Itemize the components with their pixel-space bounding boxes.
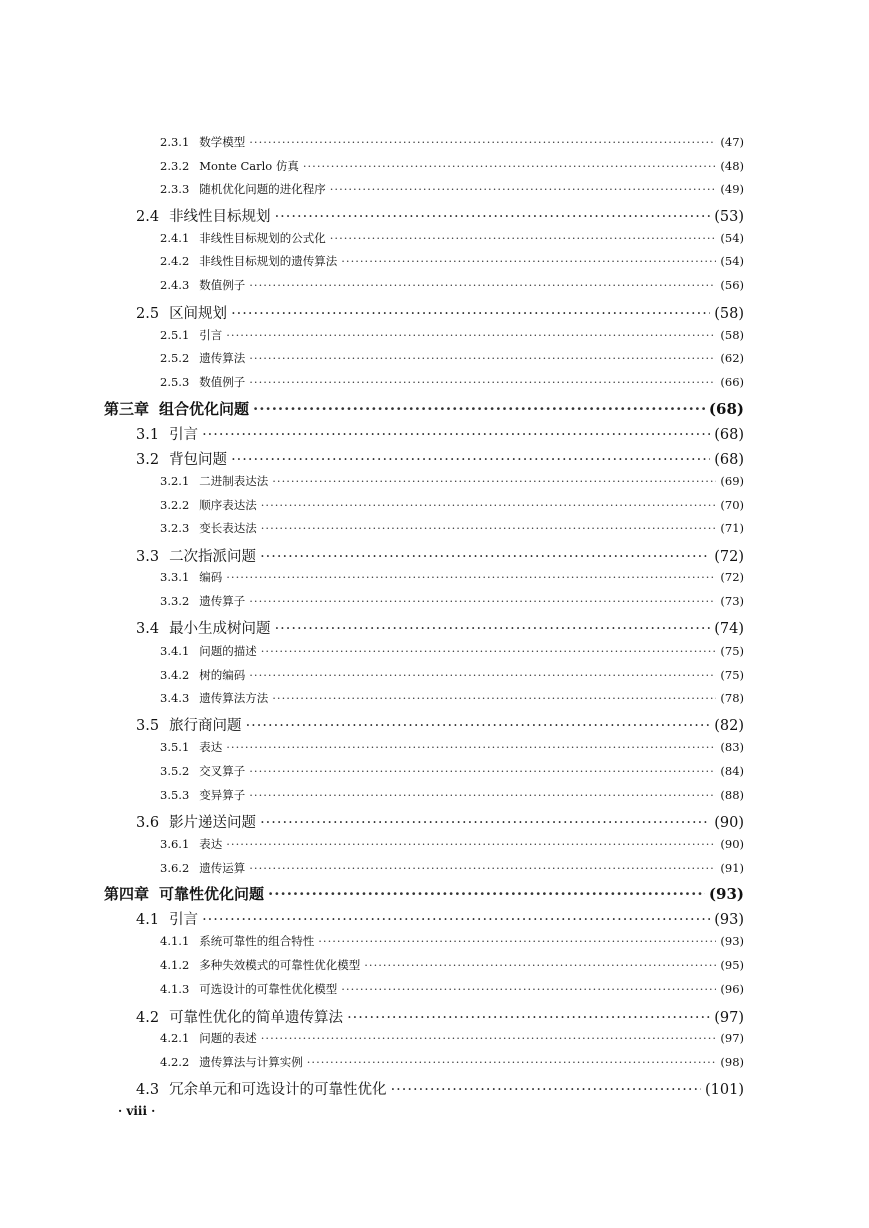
toc-page-number: (58) <box>720 328 744 342</box>
toc-subsection <box>160 497 744 513</box>
toc-number: 2.4.2 <box>160 254 190 268</box>
toc-subsection <box>160 763 744 779</box>
toc-title: 非线性目标规划 <box>169 209 271 225</box>
leader-dots <box>261 521 717 535</box>
toc-number: 4.1.3 <box>160 982 190 996</box>
toc-number: 2.3.3 <box>160 182 190 196</box>
toc-section <box>136 1006 744 1027</box>
toc-number: 4.2.2 <box>160 1055 190 1069</box>
toc-subsection <box>160 643 744 659</box>
toc-number: 4.3 <box>136 1082 160 1098</box>
toc-subsection <box>160 569 744 585</box>
toc-section <box>136 617 744 638</box>
leader-dots <box>226 570 716 584</box>
toc-section <box>136 908 744 929</box>
toc-subsection <box>160 374 744 390</box>
toc-page-number: (84) <box>720 764 744 778</box>
toc-number: 2.4 <box>136 209 160 225</box>
toc-title: 遗传算法 <box>199 351 246 365</box>
leader-dots <box>330 231 717 245</box>
toc-title: 区间规划 <box>169 306 228 322</box>
leader-dots <box>260 815 710 831</box>
toc-page-number: (91) <box>720 861 744 875</box>
toc-number: 2.3.2 <box>160 159 190 173</box>
toc-number: 3.2 <box>136 452 160 468</box>
toc-number: 3.4 <box>136 621 160 637</box>
leader-dots <box>275 621 711 637</box>
leader-dots <box>260 549 710 565</box>
toc-page-number: (72) <box>714 549 744 565</box>
toc-title: 非线性目标规划的公式化 <box>199 231 326 245</box>
toc-page-number: (72) <box>720 570 744 584</box>
toc-page-number: (49) <box>720 182 744 196</box>
toc-title: 变异算子 <box>199 788 246 802</box>
toc-number: 3.2.1 <box>160 474 190 488</box>
toc-subsection <box>160 158 744 174</box>
toc-section <box>136 302 744 323</box>
leader-dots <box>226 740 716 754</box>
toc-section <box>136 205 744 226</box>
leader-dots <box>249 861 716 875</box>
toc-page-number: (93) <box>720 934 744 948</box>
toc-title: 引言 <box>169 912 199 928</box>
toc-title: 随机优化问题的进化程序 <box>199 182 326 196</box>
leader-dots <box>253 400 705 418</box>
toc-number: 4.1.2 <box>160 958 190 972</box>
toc-number: 3.1 <box>136 427 160 443</box>
leader-dots <box>249 668 716 682</box>
leader-dots <box>307 1055 717 1069</box>
toc-title: Monte Carlo 仿真 <box>199 159 299 173</box>
toc-subsection <box>160 134 744 150</box>
leader-dots <box>330 182 717 196</box>
toc-page-number: (69) <box>720 474 744 488</box>
toc-number: 2.4.1 <box>160 231 190 245</box>
toc-title: 问题的描述 <box>199 644 257 658</box>
toc-page-number: (82) <box>714 718 744 734</box>
toc-title: 非线性目标规划的遗传算法 <box>199 254 338 268</box>
leader-dots <box>275 209 711 225</box>
toc-page-number: (71) <box>720 521 744 535</box>
toc-chapter <box>104 883 744 904</box>
toc-subsection <box>160 787 744 803</box>
toc-page-number: (53) <box>714 209 744 225</box>
toc-title: 编码 <box>199 570 223 584</box>
toc-subsection <box>160 350 744 366</box>
leader-dots <box>249 351 716 365</box>
toc-page-number: (47) <box>720 135 744 149</box>
leader-dots <box>246 718 711 734</box>
toc-number: 3.2.3 <box>160 521 190 535</box>
toc-page-number: (97) <box>720 1031 744 1045</box>
toc-number: 3.6.2 <box>160 861 190 875</box>
leader-dots <box>268 885 705 903</box>
toc-page-number: (48) <box>720 159 744 173</box>
toc-number: 3.4.1 <box>160 644 190 658</box>
toc-number: 3.5.2 <box>160 764 190 778</box>
toc-title: 遗传算法与计算实例 <box>199 1055 303 1069</box>
toc-page-number: (101) <box>705 1082 744 1098</box>
toc-number: 2.5.2 <box>160 351 190 365</box>
toc-title: 引言 <box>199 328 223 342</box>
toc-subsection <box>160 1054 744 1070</box>
toc-number: 2.3.1 <box>160 135 190 149</box>
toc-title: 变长表达法 <box>199 521 257 535</box>
toc-number: 第三章 <box>104 400 150 418</box>
toc-page-number: (83) <box>720 740 744 754</box>
toc-number: 3.3 <box>136 549 160 565</box>
toc-section <box>136 1078 744 1099</box>
toc-title: 表达 <box>199 740 223 754</box>
toc-title: 遗传算子 <box>199 594 246 608</box>
toc-page-number: (70) <box>720 498 744 512</box>
toc-subsection <box>160 690 744 706</box>
toc-page-number: (66) <box>720 375 744 389</box>
toc-subsection <box>160 277 744 293</box>
leader-dots <box>391 1082 701 1098</box>
toc-subsection <box>160 933 744 949</box>
toc-page-number: (74) <box>714 621 744 637</box>
toc-title: 影片递送问题 <box>169 815 257 831</box>
leader-dots <box>249 788 716 802</box>
toc-title: 可靠性优化的简单遗传算法 <box>169 1010 344 1026</box>
toc-number: 3.4.2 <box>160 668 190 682</box>
toc-subsection <box>160 253 744 269</box>
toc-title: 交叉算子 <box>199 764 246 778</box>
toc-title: 数值例子 <box>199 375 246 389</box>
toc-number: 2.4.3 <box>160 278 190 292</box>
leader-dots <box>231 306 710 322</box>
toc-title: 数学模型 <box>199 135 246 149</box>
toc-title: 表达 <box>199 837 223 851</box>
toc-page-number: (88) <box>720 788 744 802</box>
toc-section <box>136 423 744 444</box>
toc-subsection <box>160 593 744 609</box>
leader-dots <box>364 958 716 972</box>
leader-dots <box>272 474 716 488</box>
toc-number: 4.2.1 <box>160 1031 190 1045</box>
toc-page-number: (95) <box>720 958 744 972</box>
toc-page-number: (73) <box>720 594 744 608</box>
toc-section <box>136 714 744 735</box>
toc-title: 系统可靠性的组合特性 <box>199 934 315 948</box>
toc-title: 背包问题 <box>169 452 228 468</box>
toc-title: 可靠性优化问题 <box>159 885 265 903</box>
toc-number: 3.5.1 <box>160 740 190 754</box>
toc-page-number: (96) <box>720 982 744 996</box>
toc-title: 旅行商问题 <box>169 718 242 734</box>
leader-dots <box>261 1031 717 1045</box>
leader-dots <box>231 452 710 468</box>
toc-number: 2.5 <box>136 306 160 322</box>
toc-page-number: (54) <box>720 231 744 245</box>
toc-page-number: (90) <box>720 837 744 851</box>
toc-number: 4.1.1 <box>160 934 190 948</box>
toc-section <box>136 545 744 566</box>
toc-page-number: (98) <box>720 1055 744 1069</box>
toc-title: 引言 <box>169 427 199 443</box>
leader-dots <box>202 427 710 443</box>
toc-title: 问题的表述 <box>199 1031 257 1045</box>
toc-page-number: (62) <box>720 351 744 365</box>
leader-dots <box>341 254 716 268</box>
toc-page-number: (58) <box>714 306 744 322</box>
leader-dots <box>226 328 716 342</box>
toc-title: 遗传运算 <box>199 861 246 875</box>
leader-dots <box>272 691 716 705</box>
leader-dots <box>202 912 710 928</box>
leader-dots <box>303 159 717 173</box>
leader-dots <box>249 764 716 778</box>
toc-title: 二次指派问题 <box>169 549 257 565</box>
toc-number: 3.5.3 <box>160 788 190 802</box>
toc-page-number: (97) <box>714 1010 744 1026</box>
leader-dots <box>249 278 716 292</box>
toc-title: 二进制表达法 <box>199 474 269 488</box>
leader-dots <box>347 1010 710 1026</box>
toc-section <box>136 811 744 832</box>
leader-dots <box>261 498 717 512</box>
toc-subsection <box>160 520 744 536</box>
toc-number: 3.3.1 <box>160 570 190 584</box>
toc-subsection <box>160 667 744 683</box>
toc-title: 冗余单元和可选设计的可靠性优化 <box>169 1082 387 1098</box>
toc-page-number: (68) <box>708 400 744 418</box>
toc-subsection <box>160 860 744 876</box>
toc-page-number: (93) <box>708 885 744 903</box>
toc-page-number: (68) <box>714 427 744 443</box>
toc-number: 4.2 <box>136 1010 160 1026</box>
toc-title: 最小生成树问题 <box>169 621 271 637</box>
toc-number: 2.5.3 <box>160 375 190 389</box>
toc-page-number: (68) <box>714 452 744 468</box>
toc-title: 顺序表达法 <box>199 498 257 512</box>
toc-title: 可选设计的可靠性优化模型 <box>199 982 338 996</box>
toc-subsection <box>160 327 744 343</box>
leader-dots <box>226 837 716 851</box>
toc-subsection <box>160 739 744 755</box>
toc-number: 3.6.1 <box>160 837 190 851</box>
toc-subsection <box>160 981 744 997</box>
leader-dots <box>249 594 716 608</box>
toc-page-number: (54) <box>720 254 744 268</box>
toc-number: 3.4.3 <box>160 691 190 705</box>
toc-title: 多种失效模式的可靠性优化模型 <box>199 958 361 972</box>
toc-page-number: (75) <box>720 668 744 682</box>
toc-page-number: (93) <box>714 912 744 928</box>
toc-page-number: (75) <box>720 644 744 658</box>
leader-dots <box>249 375 716 389</box>
toc-number: 3.6 <box>136 815 160 831</box>
toc-title: 数值例子 <box>199 278 246 292</box>
toc-section <box>136 448 744 469</box>
toc-page-number: (56) <box>720 278 744 292</box>
toc-number: 3.2.2 <box>160 498 190 512</box>
toc-number: 3.5 <box>136 718 160 734</box>
leader-dots <box>318 934 716 948</box>
leader-dots <box>249 135 716 149</box>
toc-subsection <box>160 957 744 973</box>
toc-title: 遗传算法方法 <box>199 691 269 705</box>
toc-page-number: (78) <box>720 691 744 705</box>
leader-dots <box>341 982 716 996</box>
toc-number: 4.1 <box>136 912 160 928</box>
toc-subsection <box>160 181 744 197</box>
page-number: · viii · <box>118 1104 156 1118</box>
toc-subsection <box>160 836 744 852</box>
toc-chapter <box>104 398 744 419</box>
scan-smudge <box>255 1188 430 1194</box>
toc-subsection <box>160 230 744 246</box>
toc-title: 组合优化问题 <box>159 400 250 418</box>
toc-subsection <box>160 473 744 489</box>
toc-page-number: (90) <box>714 815 744 831</box>
leader-dots <box>261 644 717 658</box>
toc-subsection <box>160 1030 744 1046</box>
toc-number: 2.5.1 <box>160 328 190 342</box>
toc-title: 树的编码 <box>199 668 246 682</box>
toc-number: 第四章 <box>104 885 150 903</box>
toc-number: 3.3.2 <box>160 594 190 608</box>
